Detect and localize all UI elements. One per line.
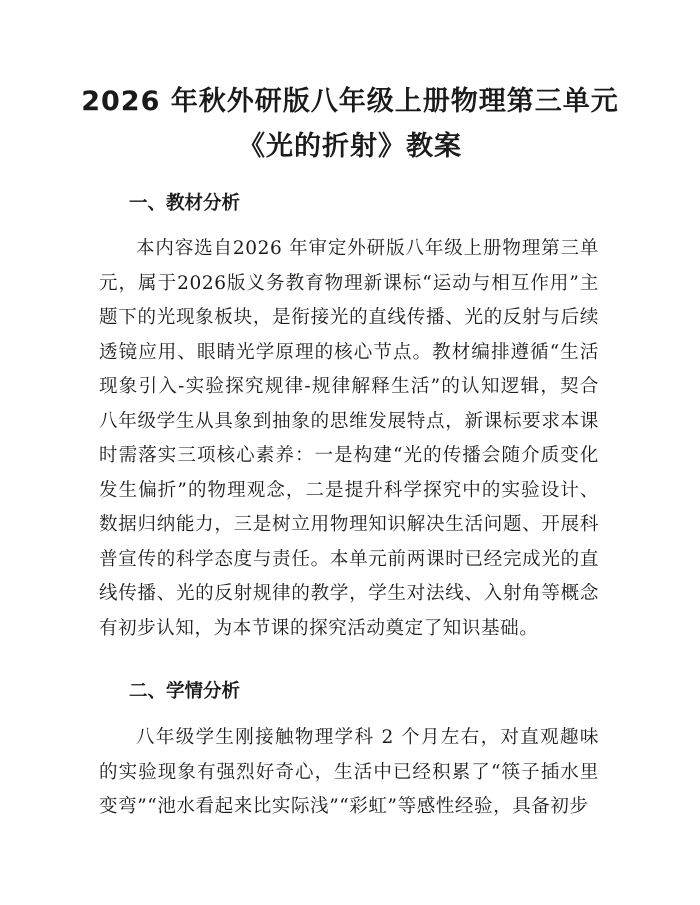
section-heading-textbook-analysis: 一、教材分析 [129, 193, 241, 214]
document-title-line-1: 2026 年秋外研版八年级上册物理第三单元 [81, 86, 619, 117]
document-title-line-2: 《光的折射》教案 [238, 131, 462, 162]
section-paragraph-textbook-analysis: 本内容选自2026 年审定外研版八年级上册物理第三单元，属于2026版义务教育物理新课标“运动与相互作用”主题下的光现象板块，是衔接光的直线传播、光的反射与后续透镜应用、眼睛光学原理的核心节点。教材编排遵循“生活现象引入-实验探究规律-规律解释生活”的认知逻辑，契合八年级学生从具象到抽象的思维发展特点，新课标要求本课时需落实三项核心素养：一是构建“光的传播会随介质变化发生偏折”的物理观念，二是提升科学探究中的实验设计、数据归纳能力，三是树立用物理知识解决生活问题、开展科普宣传的科学态度与责任。本单元前两课时已经完成光的直线传播、光的反射规律的教学，学生对法线、入射角等概念有初步认知，为本节课的探究活动奠定了知识基础。 [99, 238, 599, 639]
section-paragraph-student-analysis: 八年级学生刚接触物理学科 2 个月左右，对直观趣味的实验现象有强烈好奇心，生活中已经积累了“筷子插水里变弯”“池水看起来比实际浅”“彩虹”等感性经验，具备初步 [99, 727, 599, 817]
section-heading-student-analysis: 二、学情分析 [129, 681, 241, 702]
